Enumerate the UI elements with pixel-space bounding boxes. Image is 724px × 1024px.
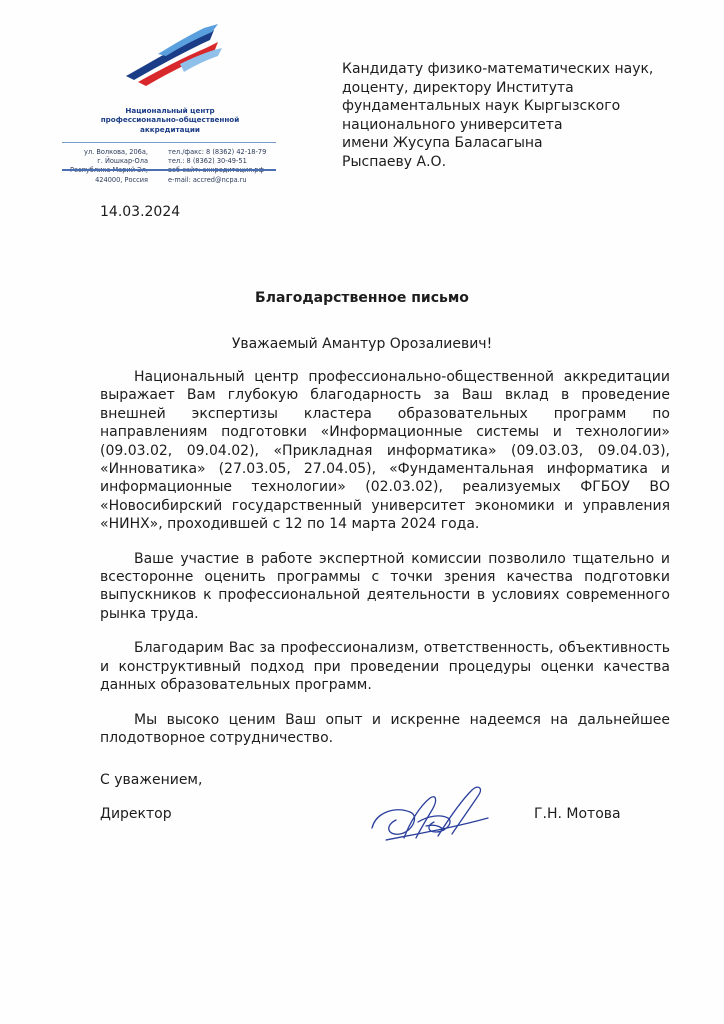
body-paragraph: Мы высоко ценим Ваш опыт и искренне надеемся на дальнейшее плодотворное сотрудничество. <box>100 711 670 746</box>
closing-phrase: С уважением, <box>100 772 203 788</box>
addressee-line: фундаментальных наук Кыргызского <box>342 98 621 115</box>
org-contacts <box>168 148 280 185</box>
letter-title: Благодарственное письмо <box>255 290 469 306</box>
signer-name: Г.Н. Мотова <box>534 806 621 822</box>
body-paragraph: Ваше участие в работе экспертной комиссии позволило тщательно и всесторонне оценить программы с точки зрения качества подготовки выпускников к профессиональной деятельности в условиях современного рынка труда. <box>100 550 670 622</box>
contact-line: e-mail: accred@ncpa.ru <box>168 175 247 184</box>
address-line <box>62 166 148 175</box>
handwritten-signature <box>366 782 498 846</box>
address-line: ул. Волкова, 206а, <box>84 148 148 156</box>
org-address <box>62 148 148 185</box>
addressee-line: имени Жусупа Баласагына <box>342 135 543 152</box>
addressee-line: Кандидату физико-математических наук, <box>342 61 654 77</box>
addressee-line: доценту, директору Института <box>342 79 574 96</box>
address-line: г. Йошкар-Ола <box>97 157 148 166</box>
contact-line <box>168 166 280 175</box>
addressee-line: Рыспаеву А.О. <box>342 153 447 170</box>
letter-date: 14.03.2024 <box>100 204 181 220</box>
body-paragraph: Благодарим Вас за профессионализм, ответственность, объективность и конструктивный подход при проведении процедуры оценки качества данных образовательных программ. <box>100 640 670 694</box>
body-paragraph: Национальный центр профессионально-общественной аккредитации выражает Вам глубокую благодарность за Ваш вклад в проведение внешней экспертизы кластера образовательных программ по направлениям подготовки «Информационные системы и технологии» (09.03.02, 09.04.02), «Прикладная информатика» (09.03.03, 09.04.03), «Инноватика» (27.03.05, 27.04.05), «Фундаментальная информатика и информационные технологии» (02.03.02), реализуемых ФГБОУ ВО «Новосибирский государственный университет экономики и управления «НИНХ», проходившей с 12 по 14 марта 2024 года. <box>100 369 670 533</box>
letterhead-divider <box>62 142 276 143</box>
ncpa-logo-icon <box>118 24 226 86</box>
contact-line: тел.: 8 (8362) 30-49-51 <box>168 157 247 166</box>
contact-line: тел./факс: 8 (8362) 42-18-79 <box>168 148 267 156</box>
signer-title: Директор <box>100 806 172 822</box>
org-name: Национальный центр профессионально-общественной аккредитации <box>100 106 240 134</box>
letter-body <box>100 368 670 763</box>
addressee-block <box>342 60 702 172</box>
address-line: 424000, Россия <box>95 175 148 184</box>
addressee-line: национального университета <box>342 116 563 133</box>
letterhead-divider <box>62 169 276 171</box>
salutation: Уважаемый Амантур Орозалиевич! <box>231 336 493 352</box>
